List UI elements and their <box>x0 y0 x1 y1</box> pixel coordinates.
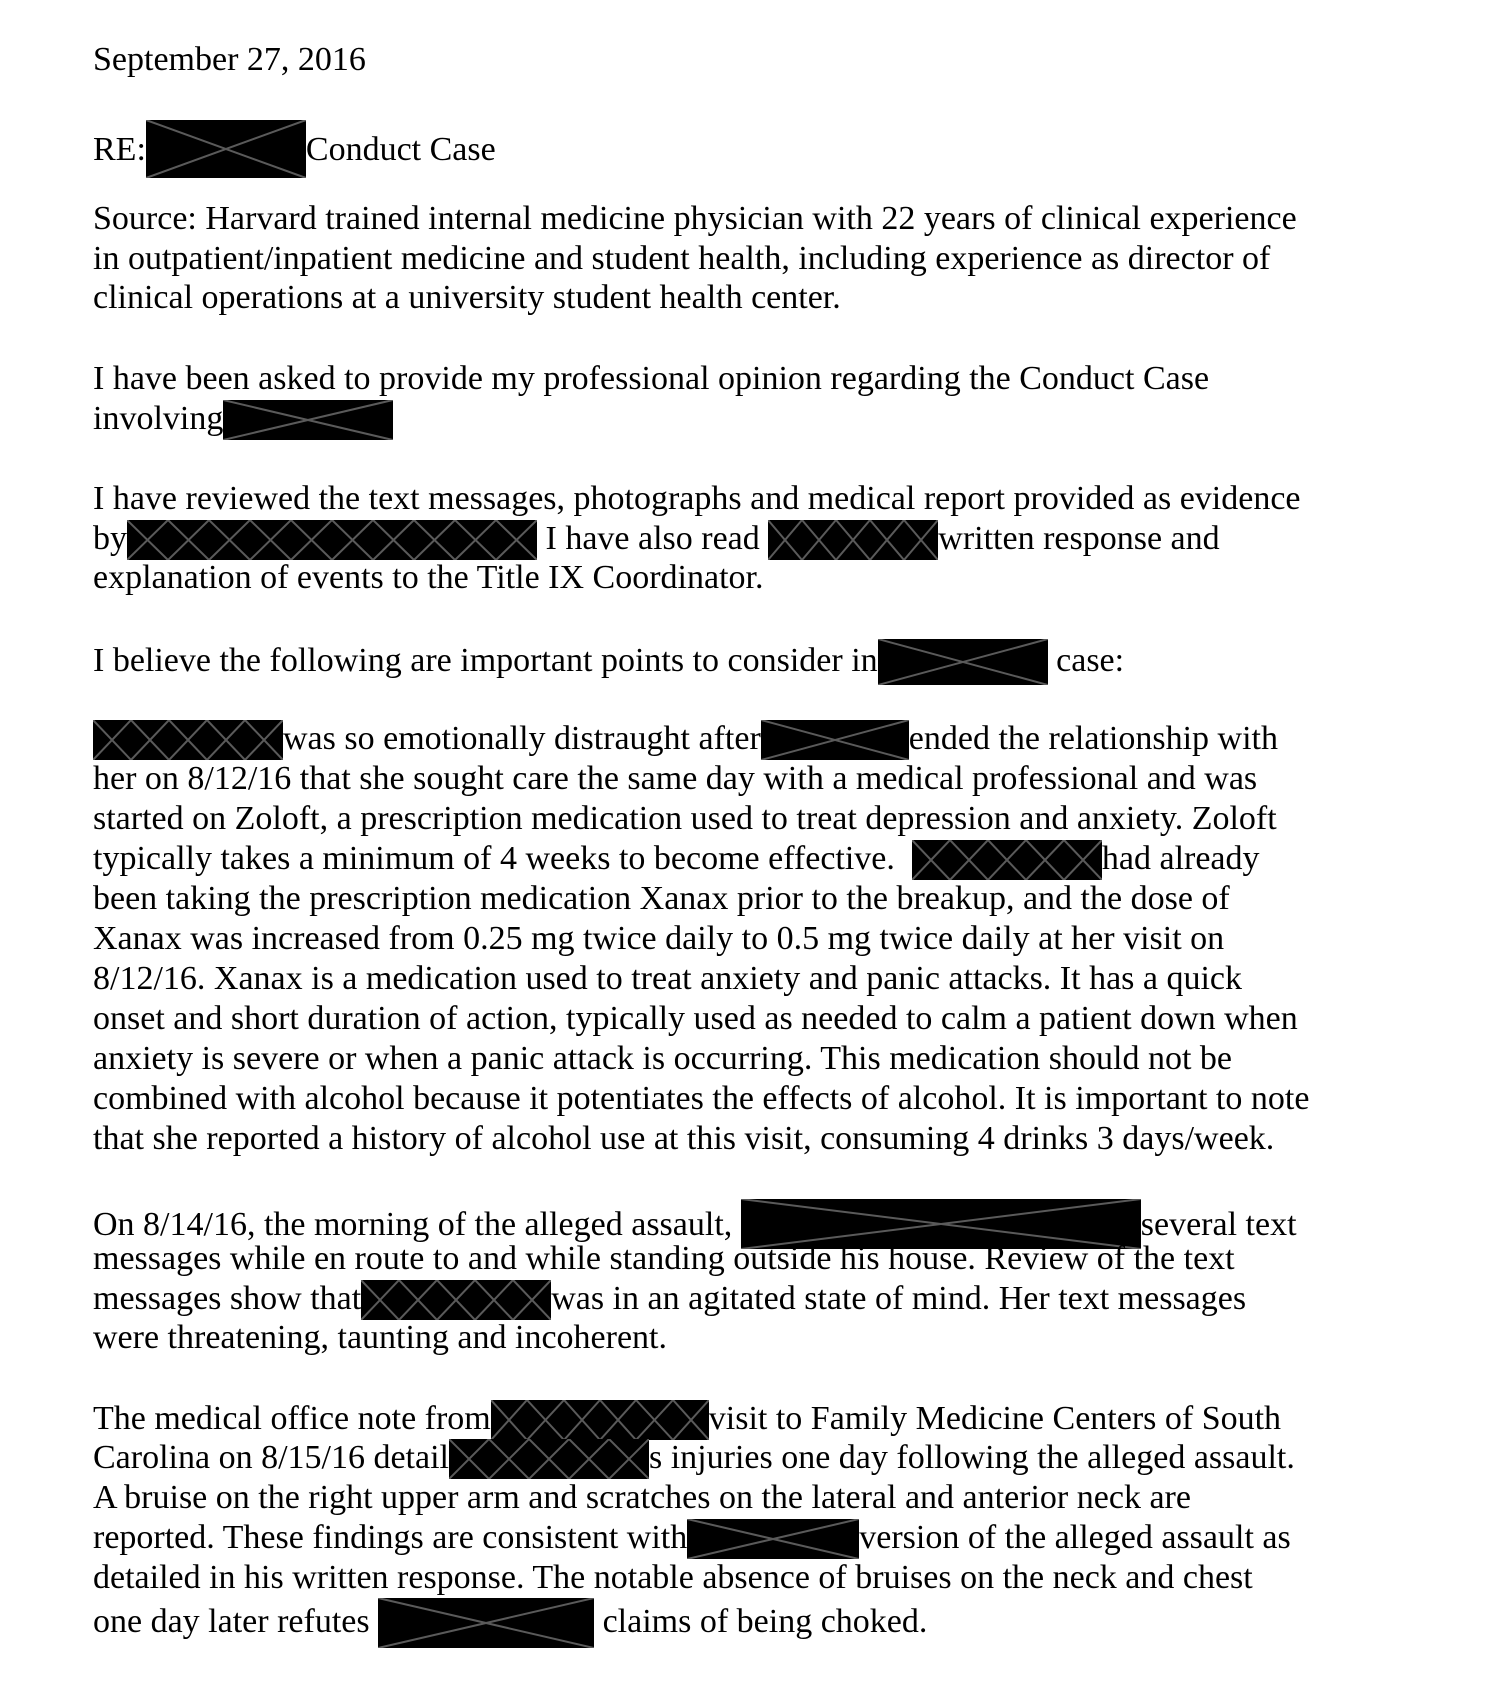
p2-line-3-a: messages show that <box>93 1280 362 1317</box>
believe-line <box>93 639 1124 679</box>
p1-line-4-b: had already <box>1101 840 1260 877</box>
redaction-block <box>146 120 306 178</box>
re-suffix: Conduct Case <box>305 131 496 168</box>
believe-suffix: case: <box>1047 642 1125 679</box>
source-line-2: in outpatient/inpatient medicine and student health, including experience as director of <box>93 240 1271 277</box>
p2-line-1-a: On 8/14/16, the morning of the alleged assault, <box>93 1206 733 1243</box>
p3-line-1 <box>93 1399 1281 1439</box>
redaction-block <box>361 1280 551 1320</box>
p3-line-2-a: Carolina on 8/15/16 detail <box>93 1439 449 1476</box>
p2-line-2: messages while en route to and while standing outside his house. Review of the text <box>93 1240 1235 1277</box>
re-label: RE: <box>93 131 146 168</box>
asked-line-1: I have been asked to provide my professional opinion regarding the Conduct Case <box>93 360 1210 397</box>
p2-line-3-b: was in an agitated state of mind. Her text messages <box>551 1280 1247 1317</box>
letter-date: September 27, 2016 <box>93 41 366 78</box>
p1-line-4-a: typically takes a minimum of 4 weeks to become effective. <box>93 840 895 877</box>
p1-line-3: started on Zoloft, a prescription medication used to treat depression and anxiety. Zoloft <box>93 800 1277 837</box>
p3-line-2-b: s injuries one day following the alleged assault. <box>649 1439 1295 1476</box>
p1-line-7: 8/12/16. Xanax is a medication used to treat anxiety and panic attacks. It has a quick <box>93 960 1243 997</box>
redaction-block <box>93 720 283 760</box>
p3-line-1-b: visit to Family Medicine Centers of South <box>708 1400 1282 1437</box>
redaction-block <box>878 639 1048 685</box>
p3-line-6-a: one day later refutes <box>93 1603 370 1640</box>
p3-line-3: A bruise on the right upper arm and scratches on the lateral and anterior neck are <box>93 1479 1191 1516</box>
p1-line-11: that she reported a history of alcohol use at this visit, consuming 4 drinks 3 days/week. <box>93 1120 1275 1157</box>
p2-line-4: were threatening, taunting and incoherent. <box>93 1319 667 1356</box>
p3-line-4 <box>93 1518 1291 1558</box>
asked-line-2 <box>93 399 393 439</box>
p1-line-1-b: was so emotionally distraught after <box>283 720 761 757</box>
p1-line-4 <box>93 839 1260 879</box>
redaction-block <box>378 1598 594 1648</box>
reviewed-line-3: explanation of events to the Title IX Coordinator. <box>93 559 764 596</box>
source-line-1: Source: Harvard trained internal medicine physician with 22 years of clinical experience <box>93 200 1297 237</box>
p1-line-6: Xanax was increased from 0.25 mg twice daily to 0.5 mg twice daily at her visit on <box>93 920 1225 957</box>
p3-line-4-a: reported. These findings are consistent with <box>93 1519 688 1556</box>
redaction-block <box>912 840 1102 880</box>
p1-line-2: her on 8/12/16 that she sought care the same day with a medical professional and was <box>93 760 1258 797</box>
p1-line-1-c: ended the relationship with <box>908 720 1278 757</box>
redaction-block <box>127 520 537 560</box>
redaction-block <box>491 1400 709 1440</box>
re-line <box>93 120 496 168</box>
source-line-3: clinical operations at a university student health center. <box>93 279 841 316</box>
reviewed-line-2-a: by <box>93 520 127 557</box>
p3-line-4-b: version of the alleged assault as <box>859 1519 1291 1556</box>
reviewed-line-1: I have reviewed the text messages, photographs and medical report provided as evidence <box>93 480 1301 517</box>
p3-line-6 <box>93 1598 927 1638</box>
p3-line-5: detailed in his written response. The notable absence of bruises on the neck and chest <box>93 1559 1253 1596</box>
p3-line-2 <box>93 1438 1295 1478</box>
p2-line-1 <box>93 1199 1297 1243</box>
p2-line-1-b: several text <box>1140 1206 1297 1243</box>
p3-line-1-a: The medical office note from <box>93 1400 491 1437</box>
p1-line-1 <box>93 719 1278 759</box>
redaction-block <box>687 1519 859 1559</box>
p3-line-6-b: claims of being choked. <box>594 1603 928 1640</box>
reviewed-line-2-b: I have also read <box>537 520 760 557</box>
redaction-block <box>223 400 393 440</box>
p1-line-10: combined with alcohol because it potentiates the effects of alcohol. It is important to note <box>93 1080 1310 1117</box>
p1-line-8: onset and short duration of action, typically used as needed to calm a patient down when <box>93 1000 1298 1037</box>
p1-line-9: anxiety is severe or when a panic attack is occurring. This medication should not be <box>93 1040 1232 1077</box>
redaction-block <box>449 1439 649 1479</box>
reviewed-line-2 <box>93 519 1220 559</box>
p1-line-5: been taking the prescription medication Xanax prior to the breakup, and the dose of <box>93 880 1230 917</box>
redaction-block <box>768 520 938 560</box>
believe-prefix: I believe the following are important points to consider in <box>93 642 878 679</box>
reviewed-line-2-c: written response and <box>938 520 1220 557</box>
asked-line-2-prefix: involving <box>93 400 224 437</box>
p2-line-3 <box>93 1279 1246 1319</box>
redaction-block <box>761 720 909 760</box>
